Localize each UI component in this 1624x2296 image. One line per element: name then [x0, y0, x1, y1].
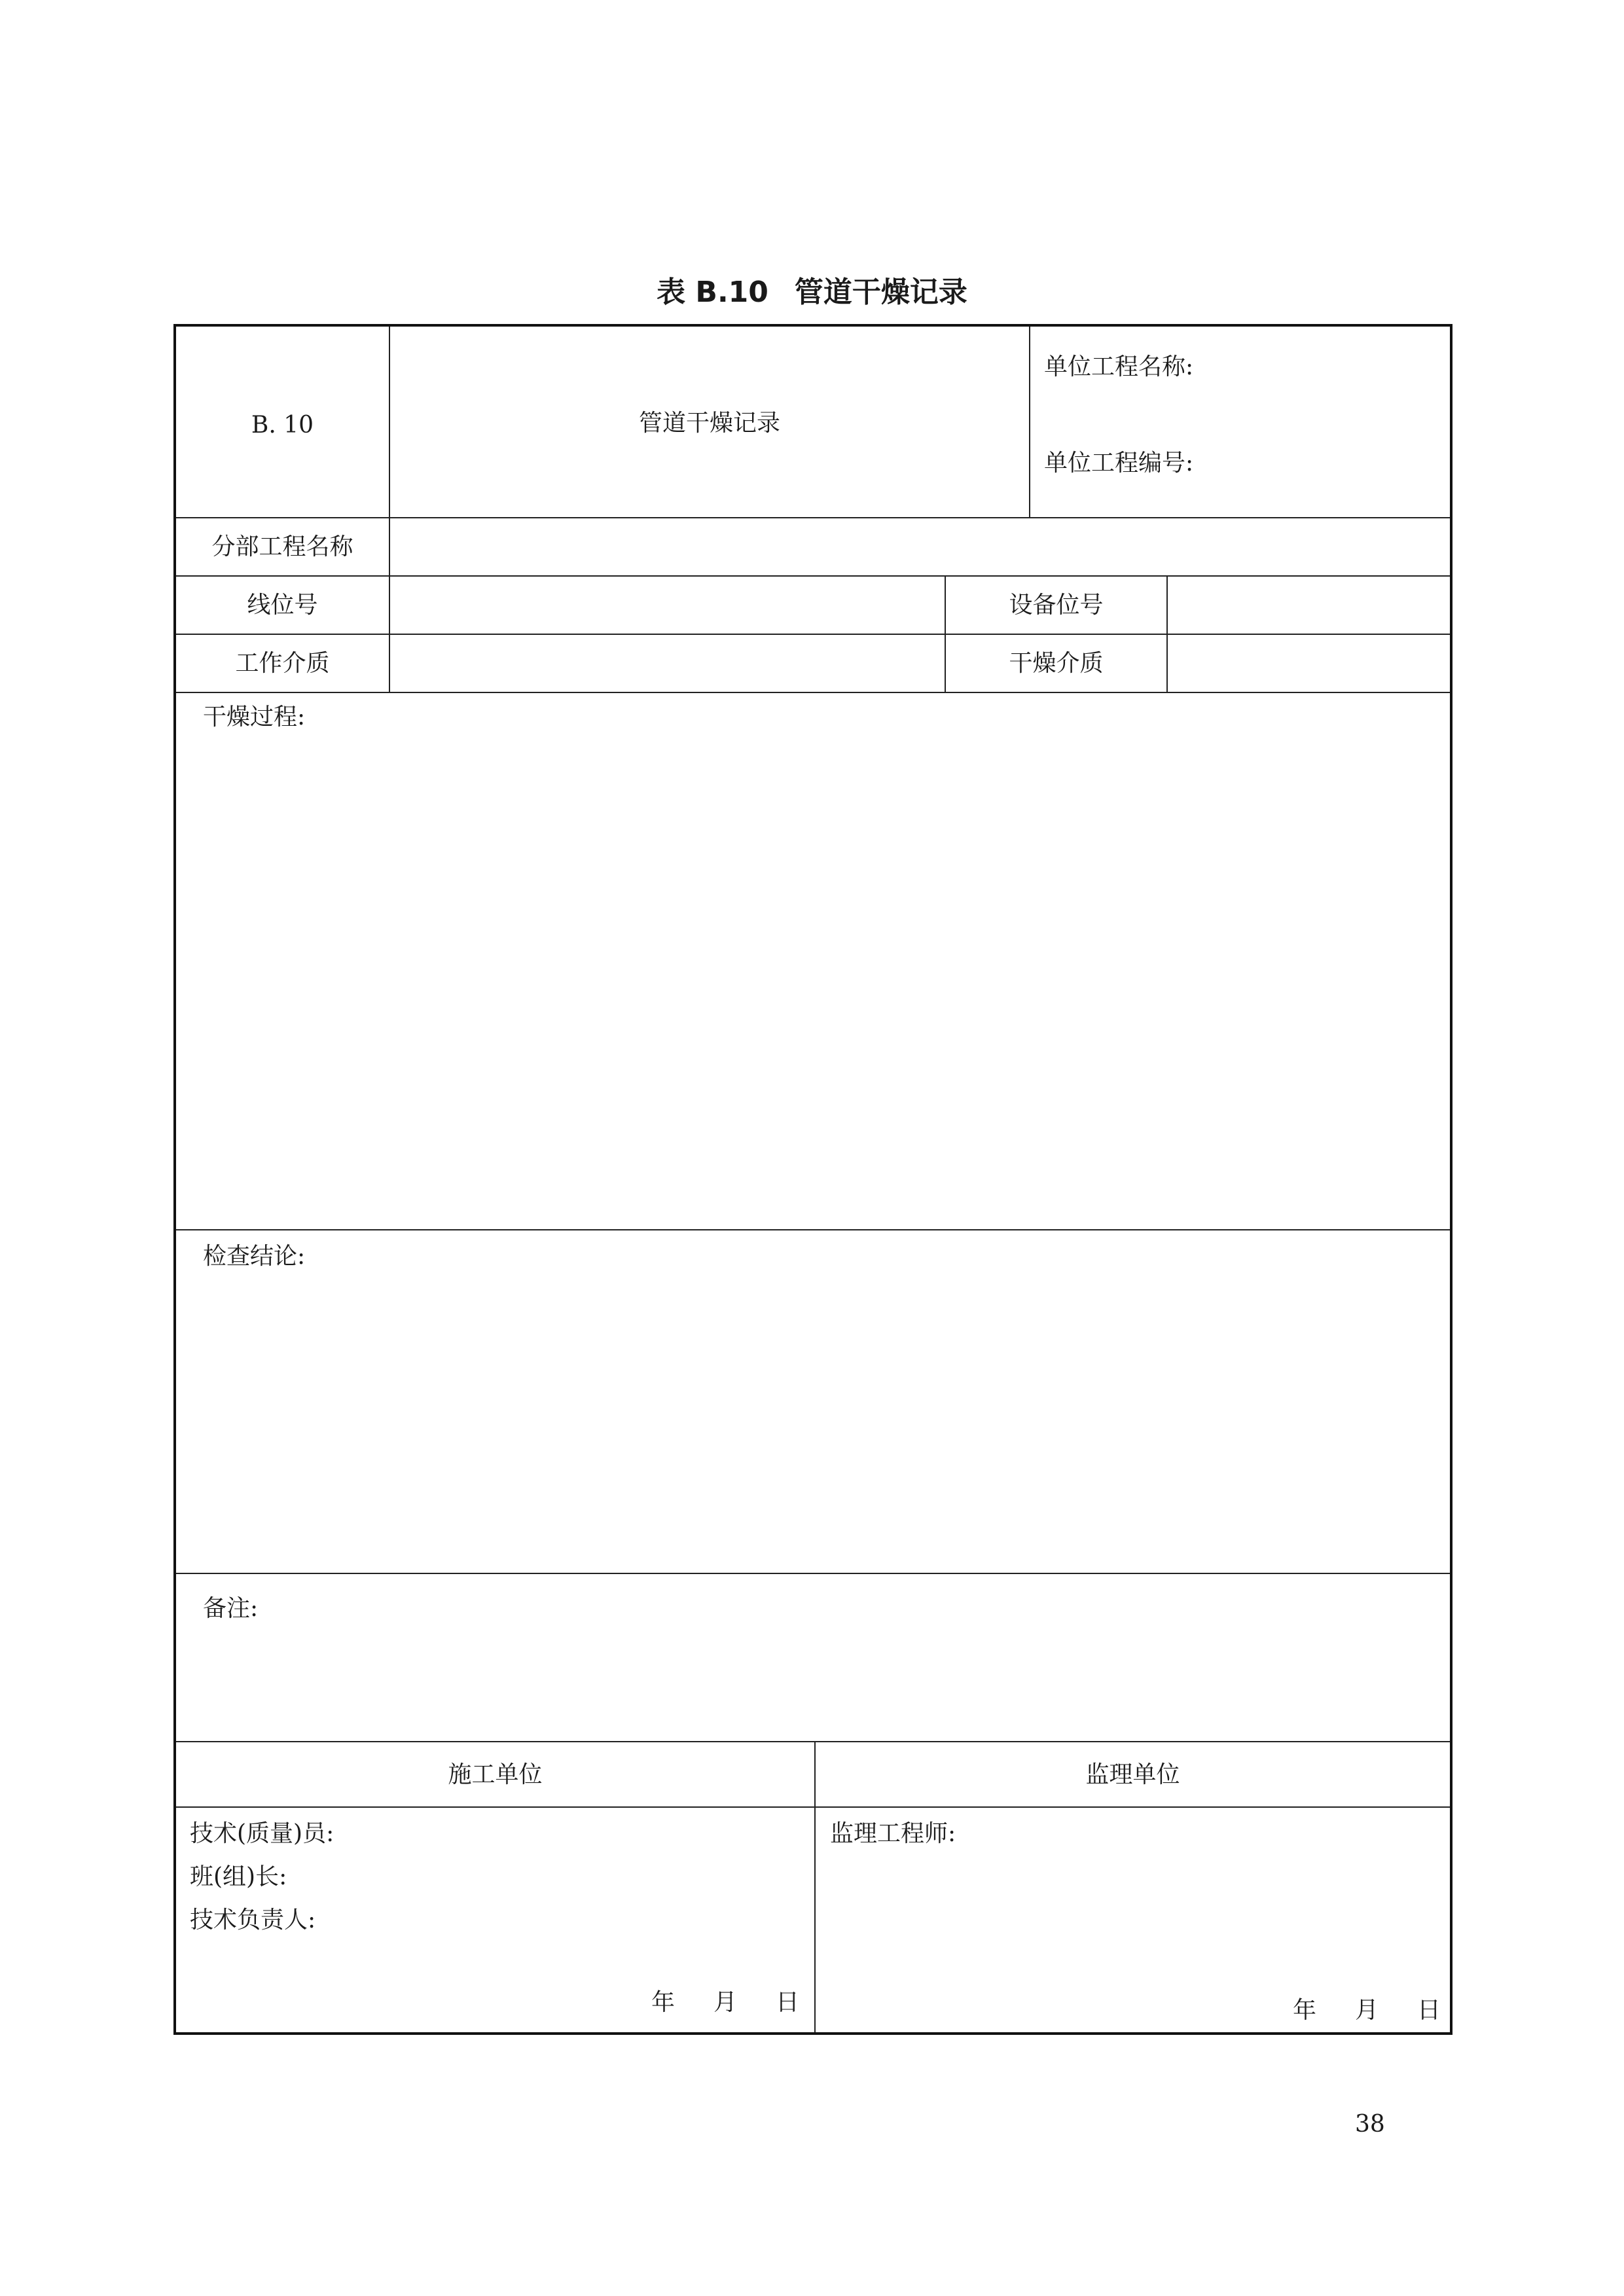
record-name: 管道干燥记录 [638, 410, 780, 437]
drying-medium-label: 干燥介质 [1009, 650, 1104, 677]
technician-label: 技术(质量)员: [190, 1820, 334, 1847]
row-divider [176, 517, 1450, 518]
column-divider [1029, 327, 1030, 518]
row-divider [176, 1573, 1450, 1574]
working-medium-label: 工作介质 [235, 650, 330, 677]
row-divider [176, 1741, 1450, 1742]
unit-project-number-label: 单位工程编号: [1044, 450, 1194, 476]
construction-date-day: 日 [776, 1989, 800, 2016]
team-leader-label: 班(组)长: [190, 1863, 287, 1890]
supervision-engineer-label: 监理工程师: [830, 1820, 956, 1847]
column-divider [389, 327, 390, 692]
construction-unit-label: 施工单位 [448, 1761, 543, 1788]
row-divider [176, 634, 1450, 635]
page-number: 38 [1355, 2111, 1385, 2138]
supervision-date-month: 月 [1355, 1997, 1379, 2024]
table-number: 表 B.10 [657, 276, 768, 309]
supervision-date-day: 日 [1417, 1997, 1441, 2024]
remarks-label: 备注: [203, 1595, 259, 1622]
supervision-unit-label: 监理单位 [1085, 1761, 1180, 1788]
inspection-conclusion-label: 检查结论: [203, 1243, 306, 1270]
supervision-date-year: 年 [1293, 1997, 1317, 2024]
row-divider [176, 1806, 1450, 1808]
equipment-number-label: 设备位号 [1009, 592, 1104, 619]
construction-date-month: 月 [713, 1989, 738, 2016]
page-title [0, 268, 1624, 310]
row-divider [176, 692, 1450, 693]
technical-lead-label: 技术负责人: [190, 1907, 316, 1933]
construction-date-year: 年 [651, 1989, 676, 2016]
row-divider [176, 1229, 1450, 1230]
column-divider [1166, 575, 1168, 692]
drying-process-label: 干燥过程: [203, 704, 306, 730]
form-code: B. 10 [251, 412, 314, 439]
sub-project-name-label: 分部工程名称 [211, 533, 353, 560]
line-number-label: 线位号 [247, 592, 318, 619]
row-divider [176, 575, 1450, 577]
table-name: 管道干燥记录 [794, 276, 967, 309]
unit-project-name-label: 单位工程名称: [1044, 353, 1194, 380]
